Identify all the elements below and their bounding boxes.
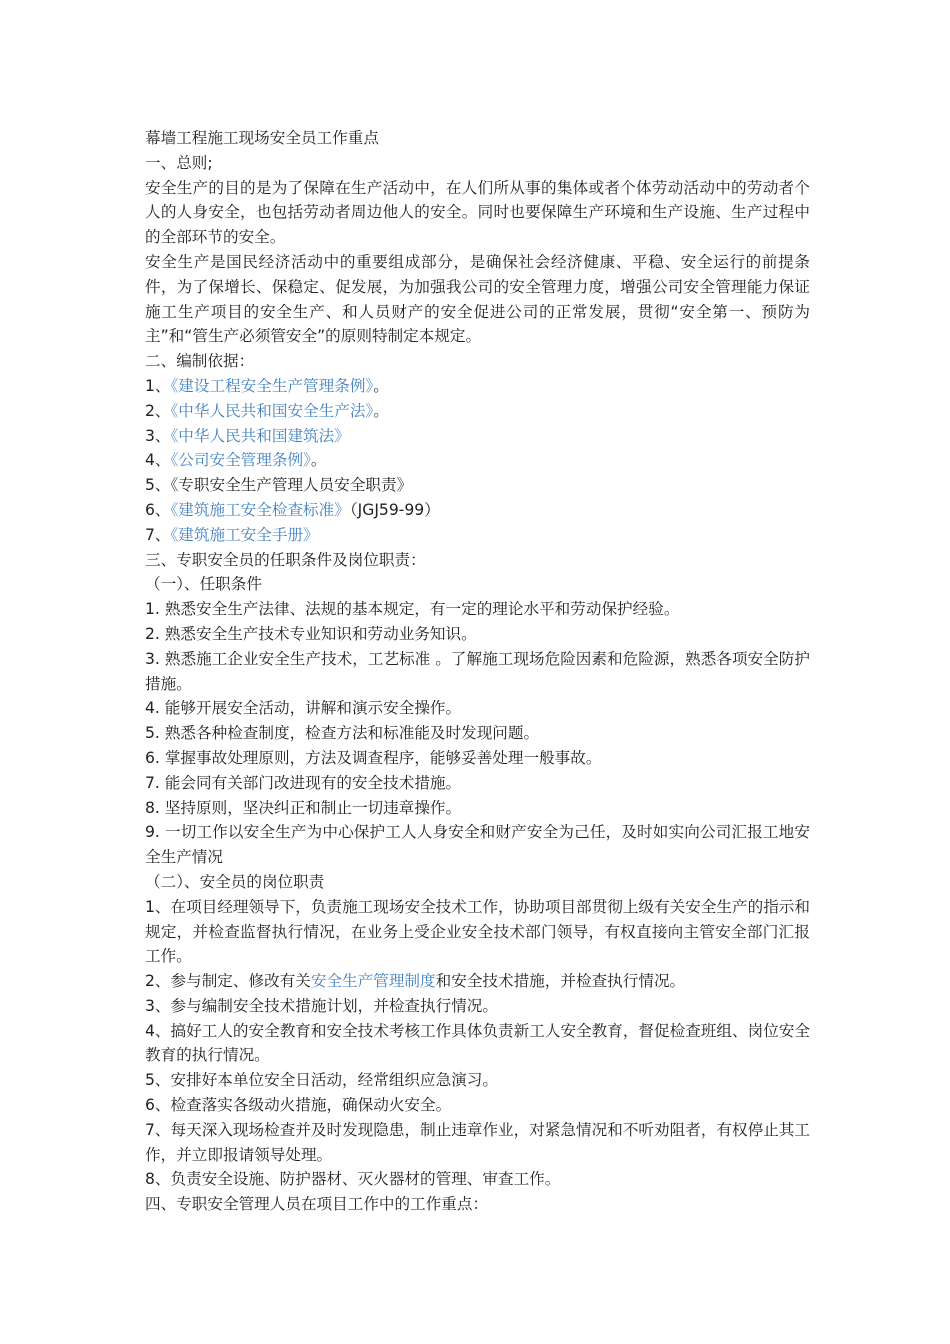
duty-item: 6、检查落实各级动火措施，确保动火安全。 xyxy=(145,1096,452,1115)
basis-item-3: 3、《中华人民共和国建筑法》 xyxy=(145,426,350,445)
condition-item: 9. 一切工作以安全生产为中心保护工人人身安全和财产安全为己任，及时如实向公司汇报工地安全生产情况 xyxy=(145,823,810,867)
basis-link-2[interactable]: 《中华人民共和国安全生产法》 xyxy=(170,401,374,420)
section-3-heading: 三、专职安全员的任职条件及岗位职责： xyxy=(145,550,426,569)
section-1-paragraph-1: 安全生产的目的是为了保障在生产活动中，在人们所从事的集体或者个体劳动活动中的劳动者个人的人身安全，也包括劳动者周边他人的安全。同时也要保障生产环境和生产设施、生产过程中的全部环节的安全。 xyxy=(145,178,810,247)
basis-link-7[interactable]: 《建筑施工安全手册》 xyxy=(170,525,319,544)
duty-item: 4、搞好工人的安全教育和安全技术考核工作具体负责新工人安全教育，督促检查班组、岗位安全教育的执行情况。 xyxy=(145,1021,810,1065)
section-2-heading: 二、编制依据： xyxy=(145,352,255,371)
document-title: 幕墙工程施工现场安全员工作重点 xyxy=(145,129,379,147)
section-1-heading: 一、总则; xyxy=(145,153,213,172)
duty-item: 7、每天深入现场检查并及时发现隐患，制止违章作业，对紧急情况和不听劝阻者，有权停止其工作，并立即报请领导处理。 xyxy=(145,1120,810,1164)
safety-rules-link[interactable]: 安全生产管理制度 xyxy=(310,972,436,991)
duty-item: 8、负责安全设施、防护器材、灭火器材的管理、审查工作。 xyxy=(145,1170,561,1189)
condition-item: 5. 熟悉各种检查制度，检查方法和标准能及时发现问题。 xyxy=(145,724,540,743)
condition-item: 3. 熟悉施工企业安全生产技术，工艺标准 。了解施工现场危险因素和危险源，熟悉各项安全防护措施。 xyxy=(145,649,810,693)
basis-item-4: 4、《公司安全管理条例》。 xyxy=(145,451,327,470)
basis-item-7: 7、《建筑施工安全手册》 xyxy=(145,525,319,544)
section-1-paragraph-2: 安全生产是国民经济活动中的重要组成部分，是确保社会经济健康、平稳、安全运行的前提条件，为了保增长、保稳定、促发展，为加强我公司的安全管理力度，增强公司安全管理能力保证施工生产项目的安全生产、和人员财产的安全促进公司的正常发展，贯彻“安全第一、预防为主”和“管生产必须管安全”的原则特制定本规定。 xyxy=(145,252,810,346)
section-4-heading: 四、专职安全管理人员在项目工作中的工作重点： xyxy=(145,1195,489,1214)
basis-link-4[interactable]: 《公司安全管理条例》 xyxy=(170,451,311,470)
subsection-duties-heading: （二）、安全员的岗位职责 xyxy=(145,872,325,891)
condition-item: 6. 掌握事故处理原则，方法及调查程序，能够妥善处理一般事故。 xyxy=(145,748,602,767)
condition-item: 4. 能够开展安全活动，讲解和演示安全操作。 xyxy=(145,699,462,718)
basis-item-5: 5、《专职安全生产管理人员安全职责》 xyxy=(145,476,413,495)
document-page xyxy=(145,126,810,1217)
basis-link-3[interactable]: 《中华人民共和国建筑法》 xyxy=(170,426,350,445)
condition-item: 8. 坚持原则，坚决纠正和制止一切违章操作。 xyxy=(145,798,462,817)
basis-item-1: 1、《建设工程安全生产管理条例》。 xyxy=(145,376,389,395)
subsection-qualifications-heading: （一）、任职条件 xyxy=(145,575,262,594)
basis-item-2: 2、《中华人民共和国安全生产法》。 xyxy=(145,401,389,420)
condition-item: 2. 熟悉安全生产技术专业知识和劳动业务知识。 xyxy=(145,624,477,643)
duty-item: 1、在项目经理领导下，负责施工现场安全技术工作，协助项目部贯彻上级有关安全生产的指示和规定，并检查监督执行情况，在业务上受企业安全技术部门领导，有权直接向主管安全部门汇报工作。 xyxy=(145,897,810,966)
basis-link-6[interactable]: 《建筑施工安全检查标准》 xyxy=(170,500,350,519)
condition-item: 7. 能会同有关部门改进现有的安全技术措施。 xyxy=(145,773,462,792)
basis-item-6: 6、《建筑施工安全检查标准》（JGJ59-99） xyxy=(145,500,440,519)
duty-item: 5、安排好本单位安全日活动，经常组织应急演习。 xyxy=(145,1071,498,1090)
duty-item: 3、参与编制安全技术措施计划，并检查执行情况。 xyxy=(145,996,498,1015)
condition-item: 1. 熟悉安全生产法律、法规的基本规定，有一定的理论水平和劳动保护经验。 xyxy=(145,600,680,619)
duty-item: 2、参与制定、修改有关安全生产管理制度和安全技术措施，并检查执行情况。 xyxy=(145,972,686,991)
basis-link-1[interactable]: 《建设工程安全生产管理条例》 xyxy=(170,376,374,395)
